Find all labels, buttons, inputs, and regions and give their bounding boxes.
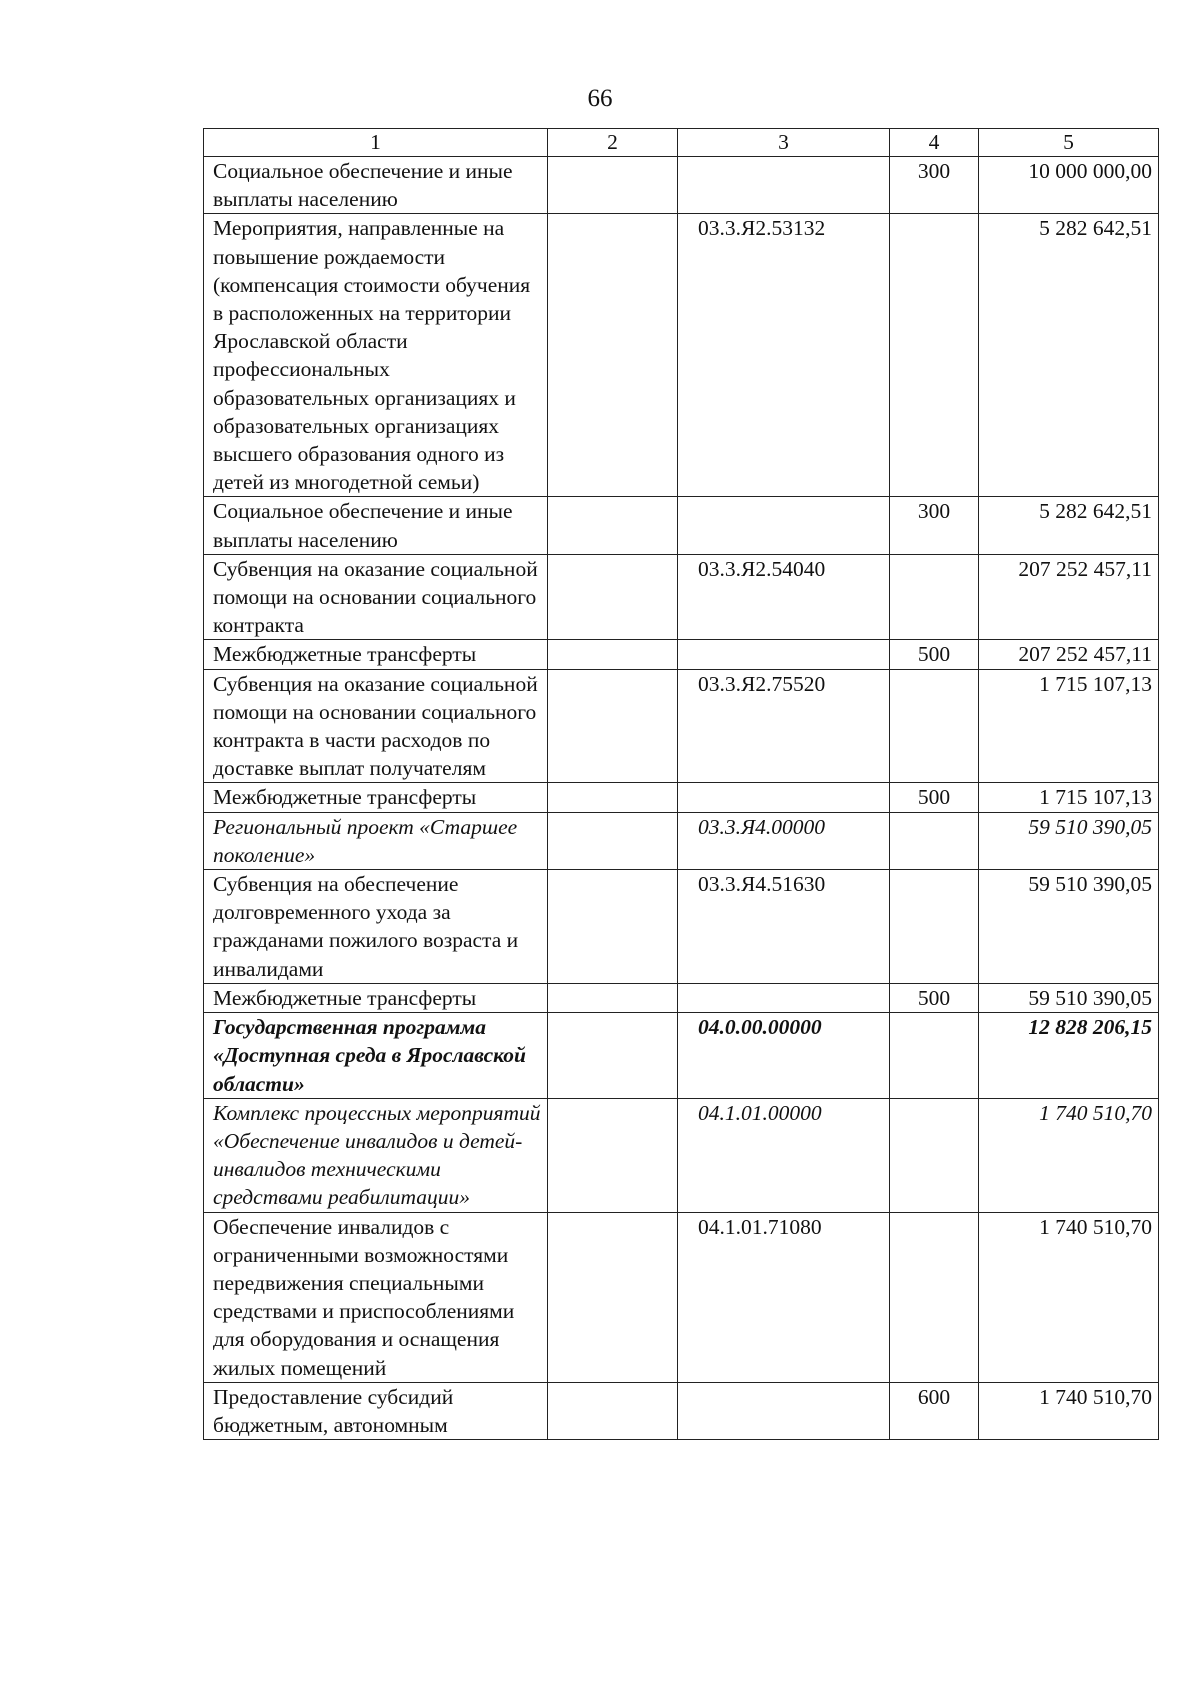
budget-table: [203, 128, 1159, 1440]
cell-expense-type: [890, 214, 979, 497]
table-row: [204, 870, 1159, 984]
column-header-2: 2: [548, 129, 678, 157]
cell-expense-type: [890, 669, 979, 783]
cell-code: 04.1.01.71080: [678, 1212, 890, 1382]
cell-name: Мероприятия, направленные на повышение рождаемости (компенсация стоимости обучения в расположенных на территории Ярославской области профессиональных образовательных организациях и образовательных организациях высшего образования одного из детей из многодетной семьи): [204, 214, 548, 497]
table-row: [204, 1098, 1159, 1212]
cell-sum: 207 252 457,11: [979, 554, 1159, 640]
cell-column-2: [548, 1212, 678, 1382]
table-row: [204, 554, 1159, 640]
column-header-1: 1: [204, 129, 548, 157]
cell-expense-type: [890, 554, 979, 640]
cell-name: Предоставление субсидий бюджетным, автономным: [204, 1382, 548, 1439]
column-header-4: 4: [890, 129, 979, 157]
cell-code: 03.3.Я4.51630: [678, 870, 890, 984]
cell-name: Региональный проект «Старшее поколение»: [204, 812, 548, 869]
cell-sum: 12 828 206,15: [979, 1013, 1159, 1099]
cell-column-2: [548, 554, 678, 640]
cell-sum: 5 282 642,51: [979, 497, 1159, 554]
table-row: [204, 783, 1159, 812]
cell-expense-type: [890, 870, 979, 984]
cell-name: Межбюджетные трансферты: [204, 983, 548, 1012]
cell-name: Социальное обеспечение и иные выплаты населению: [204, 157, 548, 214]
cell-code: [678, 783, 890, 812]
table-row: [204, 497, 1159, 554]
cell-sum: 1 740 510,70: [979, 1382, 1159, 1439]
table-row: [204, 1013, 1159, 1099]
cell-column-2: [548, 870, 678, 984]
column-header-3: 3: [678, 129, 890, 157]
cell-code: 03.3.Я4.00000: [678, 812, 890, 869]
cell-column-2: [548, 1098, 678, 1212]
cell-expense-type: [890, 1212, 979, 1382]
cell-name: Межбюджетные трансферты: [204, 640, 548, 669]
cell-expense-type: 600: [890, 1382, 979, 1439]
cell-column-2: [548, 1013, 678, 1099]
cell-name: Государственная программа «Доступная среда в Ярославской области»: [204, 1013, 548, 1099]
column-header-5: 5: [979, 129, 1159, 157]
cell-sum: 1 740 510,70: [979, 1098, 1159, 1212]
table-row: [204, 640, 1159, 669]
cell-name: Комплекс процессных мероприятий «Обеспечение инвалидов и детей-инвалидов техническими средствами реабилитации»: [204, 1098, 548, 1212]
table-row: [204, 1212, 1159, 1382]
cell-expense-type: 300: [890, 497, 979, 554]
cell-column-2: [548, 783, 678, 812]
table-row: [204, 157, 1159, 214]
table-row: [204, 669, 1159, 783]
cell-column-2: [548, 157, 678, 214]
cell-column-2: [548, 497, 678, 554]
cell-column-2: [548, 669, 678, 783]
cell-expense-type: [890, 1098, 979, 1212]
table-header-row: [204, 129, 1159, 157]
cell-expense-type: [890, 1013, 979, 1099]
cell-expense-type: 500: [890, 640, 979, 669]
cell-code: [678, 1382, 890, 1439]
cell-name: Субвенция на обеспечение долговременного ухода за гражданами пожилого возраста и инвалидами: [204, 870, 548, 984]
cell-code: [678, 157, 890, 214]
cell-code: 03.3.Я2.75520: [678, 669, 890, 783]
cell-sum: 207 252 457,11: [979, 640, 1159, 669]
cell-code: [678, 983, 890, 1012]
table-row: [204, 214, 1159, 497]
cell-expense-type: [890, 812, 979, 869]
cell-sum: 59 510 390,05: [979, 870, 1159, 984]
cell-sum: 59 510 390,05: [979, 812, 1159, 869]
cell-code: 04.1.01.00000: [678, 1098, 890, 1212]
cell-column-2: [548, 214, 678, 497]
cell-expense-type: 500: [890, 783, 979, 812]
cell-code: [678, 497, 890, 554]
cell-column-2: [548, 640, 678, 669]
cell-code: 03.3.Я2.54040: [678, 554, 890, 640]
cell-sum: 1 715 107,13: [979, 783, 1159, 812]
table-row: [204, 1382, 1159, 1439]
cell-sum: 1 715 107,13: [979, 669, 1159, 783]
cell-column-2: [548, 983, 678, 1012]
table-row: [204, 812, 1159, 869]
cell-name: Социальное обеспечение и иные выплаты населению: [204, 497, 548, 554]
cell-sum: 10 000 000,00: [979, 157, 1159, 214]
cell-expense-type: 300: [890, 157, 979, 214]
table-row: [204, 983, 1159, 1012]
cell-name: Межбюджетные трансферты: [204, 783, 548, 812]
cell-column-2: [548, 812, 678, 869]
cell-column-2: [548, 1382, 678, 1439]
cell-expense-type: 500: [890, 983, 979, 1012]
cell-code: [678, 640, 890, 669]
cell-code: 03.3.Я2.53132: [678, 214, 890, 497]
page-number: 66: [587, 85, 613, 112]
cell-name: Субвенция на оказание социальной помощи на основании социального контракта в части расходов по доставке выплат получателям: [204, 669, 548, 783]
cell-sum: 5 282 642,51: [979, 214, 1159, 497]
cell-name: Субвенция на оказание социальной помощи на основании социального контракта: [204, 554, 548, 640]
cell-sum: 1 740 510,70: [979, 1212, 1159, 1382]
cell-sum: 59 510 390,05: [979, 983, 1159, 1012]
cell-code: 04.0.00.00000: [678, 1013, 890, 1099]
cell-name: Обеспечение инвалидов с ограниченными возможностями передвижения специальными средствами и приспособлениями для оборудования и оснащения жилых помещений: [204, 1212, 548, 1382]
